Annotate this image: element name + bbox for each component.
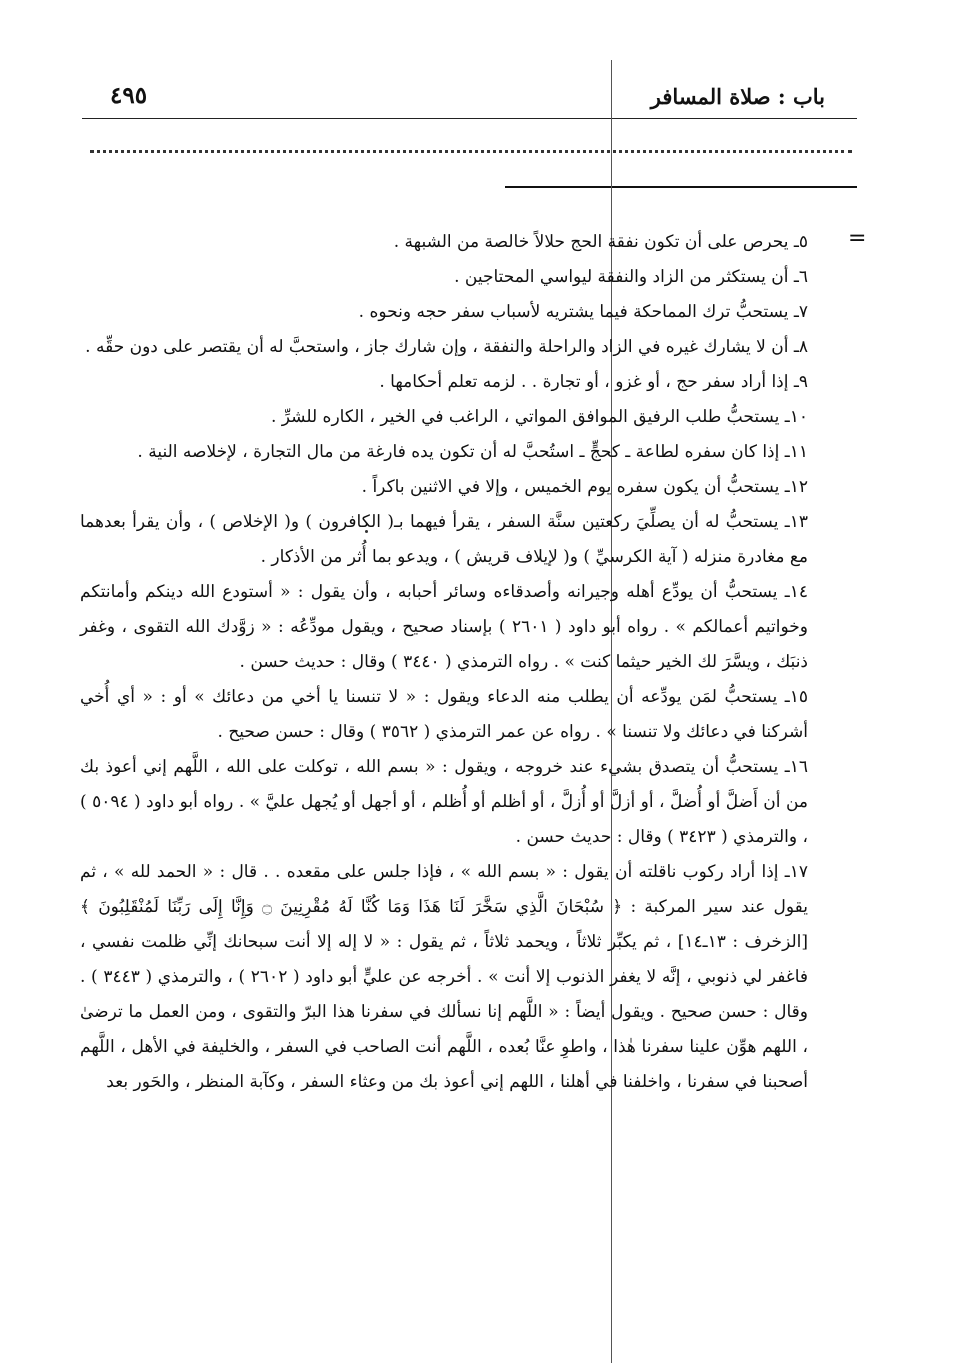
- list-item: ١١ـ إذا كان سفره لطاعة ـ كحجٍّ ـ استُحبَّ له أن تكون يده فارغة من مال التجارة ، لإخلاصه النية .: [137, 442, 808, 462]
- list-item: ١٥ـ يستحبُّ لمَن يودِّعه أن يطلب منه الدعاء ويقول : « لا تنسنا يا أخي من دعائك » أو : « أي أُخي أشركنا في دعائك ولا تنسنا » . رواه عن عمر الترمذي ( ٣٥٦٢ ) وقال : حسن صحيح .: [80, 687, 808, 742]
- list-item: ٥ـ يحرص على أن تكون نفقة الحج حلالاً خالصة من الشبهة .: [393, 232, 808, 252]
- list-item: ١٠ـ يستحبُّ طلب الرفيق الموافق المواتي ، الراغب في الخير ، الكاره للشرِّ .: [270, 407, 808, 427]
- body-text: [80, 225, 808, 1100]
- footnote-separator-rule: [505, 186, 857, 188]
- margin-continuation-mark: =: [848, 226, 867, 251]
- list-item: ٦ـ أن يستكثر من الزاد والنفقة ليواسي المحتاجين .: [454, 267, 808, 287]
- dotted-separator: [90, 150, 852, 153]
- chapter-title: باب : صلاة المسافر: [650, 84, 825, 109]
- header-rule: [82, 118, 857, 119]
- list-item: ٩ـ إذا أراد سفر حج ، أو غزو ، أو تجارة . . لزمه تعلم أحكامها .: [379, 372, 808, 392]
- list-item: ١٧ـ إذا أراد ركوب ناقلته أن يقول : « بسم الله » ، فإذا جلس على مقعده . . قال : « الحمد لله » ، ثم يقول عند سير المركبة : ﴿ سُبْحَانَ الَّذِي سَخَّرَ لَنَا هَذَا وَمَا كُنَّا لَهُ مُقْرِنِينَ ۝ وَإِنَّا إِلَى رَبِّنَا لَمُنْقَلِبُونَ ﴾ [الزخرف : ١٣ـ١٤] ، ثم يكبِّر ثلاثاً ، ويحمد ثلاثاً ، ثم يقول : « لا إله إلا أنت سبحانك إنِّي ظلمت نفسي ، فاغفر لي ذنوبي ، إنَّه لا يغفر الذنوب إلا أنت » . أخرجه عن عليٍّ أبو داود ( ٢٦٠٢ ) ، والترمذي ( ٣٤٤٣ ) . وقال : حسن صحيح . ويقول أيضاً : « اللَّهم إنا نسألك في سفرنا هذا البرّ والتقوى ، ومن العمل ما ترضىٰ ، اللهم هوِّن علينا سفرنا هٰذا ، واطوِ عنَّا بُعده ، اللَّهم أنت الصاحب في السفر ، والخليفة في الأهل ، اللَّهم أصحبنا في سفرنا ، واخلفنا في أهلنا ، اللهم إني أعوذ بك من وعثاء السفر ، وكآبة المنظر ، والحَور بعد: [80, 862, 809, 1092]
- list-item: ١٣ـ يستحبُّ له أن يصلِّيَ ركعتين سنَّة السفر ، يقرأ فيهما بـ( الكافرون ) و( الإخلاص ) ، وأن يقرأ بعدهما مع مغادرة منزله ( آية الكرسيِّ ) و( لإيلاف قريش ) ، ويدعو بما أُثر من الأذكار .: [80, 512, 808, 567]
- list-item: ١٢ـ يستحبُّ أن يكون سفره يوم الخميس ، وإلا في الاثنين باكراً .: [361, 477, 808, 497]
- list-item: ٧ـ يستحبُّ ترك المماحكة فيما يشتريه لأسباب سفر حجه ونحوه .: [358, 302, 808, 322]
- list-item: ١٦ـ يستحبُّ أن يتصدق بشيء عند خروجه ، ويقول : « بسم الله ، توكلت على الله ، اللَّهم إني أعوذ بك من أن أَضلَّ أو أُضلَّ ، أو أزلَّ أو أُزلَّ ، أو أظلم أو أُظلم ، أو أجهل أو يُجهل عليَّ » . رواه أبو داود ( ٥٠٩٤ ) ، والترمذي ( ٣٤٢٣ ) وقال : حديث حسن .: [80, 757, 808, 847]
- list-item: ٨ـ أن لا يشارك غيره في الزاد والراحلة والنفقة ، وإن شارك جاز ، واستحبَّ له أن يقتصر على دون حقِّه .: [85, 337, 808, 357]
- list-item: ١٤ـ يستحبُّ أن يودِّع أهله وجيرانه وأصدقاءه وسائر أحبابه ، وأن يقول : « أستودع الله دينكم وأمانتكم وخواتيم أعمالكم » . رواه أبو داود ( ٢٦٠١ ) بإسناد صحيح ، ويقول مودِّعُه : « زوَّدك الله التقوى ، وغفر ذنبَك ، ويسَّرَ لك الخير حيثما كنت » . رواه الترمذي ( ٣٤٤٠ ) وقال : حديث حسن .: [80, 582, 808, 672]
- page-number: ٤٩٥: [110, 82, 148, 109]
